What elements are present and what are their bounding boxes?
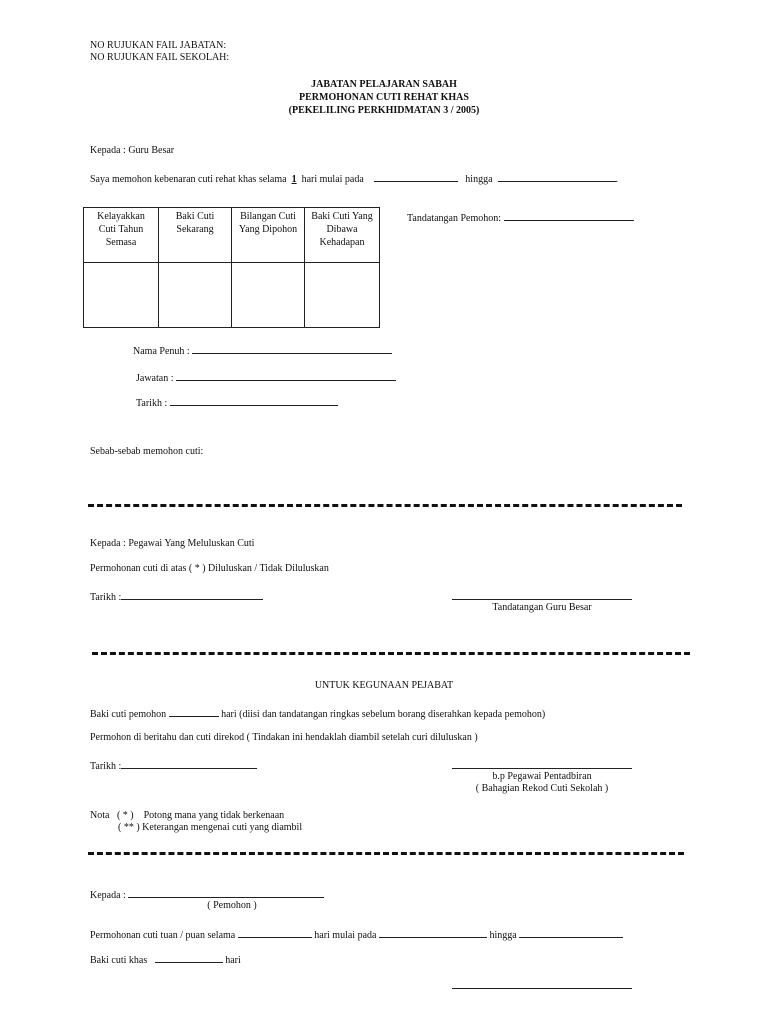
baki-pemohon-prefix: Baki cuti pemohon <box>90 709 167 720</box>
tarikh-field-1[interactable] <box>170 395 338 406</box>
table-header-row <box>84 208 380 263</box>
guru-besar-signature-field[interactable] <box>452 599 632 600</box>
pemohon-caption: ( Pemohon ) <box>207 900 257 911</box>
ref-jabatan-label: NO RUJUKAN FAIL JABATAN: <box>90 40 227 51</box>
kepada-pemohon-label: Kepada : <box>90 890 126 901</box>
tarikh-label-3: Tarikh : <box>90 761 122 772</box>
nota-label: Nota <box>90 810 110 821</box>
nota-1-text: Potong mana yang tidak berkenaan <box>143 810 285 821</box>
baki-khas-field[interactable] <box>155 952 223 963</box>
nota-2-text: Keterangan mengenai cuti yang diambil <box>142 822 303 833</box>
direkod-note: Permohon di beritahu dan cuti direkod ( Tindakan ini hendaklah diambil setelah curi diluluskan ) <box>90 732 478 743</box>
approval-status: Permohonan cuti di atas ( * ) Diluluskan / Tidak Diluluskan <box>90 563 329 574</box>
pentadbiran-sig-line-1: b.p Pegawai Pentadbiran <box>492 771 592 782</box>
baki-khas-prefix: Baki cuti khas <box>90 955 148 966</box>
baki-pemohon-field[interactable] <box>169 706 219 717</box>
kepada-guru-besar: Kepada : Guru Besar <box>90 145 175 156</box>
divider-3 <box>88 852 684 855</box>
divider-2 <box>92 652 690 655</box>
cell-bilangan-dipohon[interactable] <box>232 263 305 328</box>
title-line-1: JABATAN PELAJARAN SABAH <box>311 79 457 90</box>
title-line-2: PERMOHONAN CUTI REHAT KHAS <box>299 92 469 103</box>
request-sentence <box>90 171 618 186</box>
tarikh-row-1 <box>136 395 338 410</box>
permohonan-hingga: hingga <box>489 930 517 941</box>
tarikh-field-2[interactable] <box>121 589 263 600</box>
request-hingga: hingga <box>465 174 493 185</box>
pentadbiran-sig-line-2: ( Bahagian Rekod Cuti Sekolah ) <box>475 783 609 794</box>
nota-row-2 <box>118 822 302 834</box>
request-prefix: Saya memohon kebenaran cuti rehat khas selama <box>90 174 287 185</box>
cell-baki-dibawa[interactable] <box>305 263 380 328</box>
nama-penuh-field[interactable] <box>192 343 392 354</box>
sebab-label: Sebab-sebab memohon cuti: <box>90 446 204 457</box>
ref-sekolah-label: NO RUJUKAN FAIL SEKOLAH: <box>90 52 230 63</box>
final-signature-field[interactable] <box>452 988 632 989</box>
request-end: . <box>615 174 619 185</box>
header-bilangan-dipohon: Bilangan Cuti Yang Dipohon <box>232 208 305 263</box>
tarikh-row-2 <box>90 589 263 604</box>
baki-pemohon-suffix: hari (diisi dan tandatangan ringkas sebelum borang diserahkan kepada pemohon) <box>221 709 546 720</box>
header-kelayakkan: Kelayakkan Cuti Tahun Semasa <box>84 208 159 263</box>
request-middle: hari mulai pada <box>301 174 364 185</box>
permohonan-row <box>90 927 623 942</box>
baki-pemohon-row <box>90 706 545 721</box>
jawatan-label: Jawatan : <box>136 373 174 384</box>
request-days: 1 <box>291 174 297 185</box>
nota-2-mark: ( ** ) <box>118 822 140 833</box>
nota-row-1 <box>90 810 284 822</box>
applicant-signature-label: Tandatangan Pemohon: <box>407 213 501 224</box>
tarikh-row-3 <box>90 758 257 773</box>
jawatan-field[interactable] <box>176 370 396 381</box>
nama-penuh-row <box>133 343 392 358</box>
permohonan-start-field[interactable] <box>379 927 487 938</box>
office-use-heading: UNTUK KEGUNAAN PEJABAT <box>314 680 454 691</box>
nota-1-mark: ( * ) <box>116 810 134 821</box>
baki-khas-suffix: hari <box>225 955 241 966</box>
pentadbiran-signature-field[interactable] <box>452 768 632 769</box>
applicant-signature-row <box>407 210 634 225</box>
kepada-pegawai: Kepada : Pegawai Yang Meluluskan Cuti <box>90 538 255 549</box>
cell-baki-sekarang[interactable] <box>159 263 232 328</box>
table-row <box>84 263 380 328</box>
leave-balance-table <box>83 207 380 328</box>
permohonan-prefix: Permohonan cuti tuan / puan selama <box>90 930 236 941</box>
end-date-field[interactable] <box>498 171 616 182</box>
permohonan-middle: hari mulai pada <box>314 930 377 941</box>
kepada-pemohon-field[interactable] <box>128 887 324 898</box>
baki-khas-row <box>90 952 241 967</box>
cell-kelayakkan[interactable] <box>84 263 159 328</box>
header-baki-sekarang: Baki Cuti Sekarang <box>159 208 232 263</box>
divider-1 <box>88 504 682 507</box>
guru-besar-signature-label: Tandatangan Guru Besar <box>492 602 592 613</box>
title-line-3: (PEKELILING PERKHIDMATAN 3 / 2005) <box>288 105 480 116</box>
jawatan-row <box>136 370 396 385</box>
header-baki-dibawa: Baki Cuti Yang Dibawa Kehadapan <box>305 208 380 263</box>
permohonan-days-field[interactable] <box>238 927 312 938</box>
tarikh-field-3[interactable] <box>121 758 257 769</box>
tarikh-label-1: Tarikh : <box>136 398 168 409</box>
permohonan-end-field[interactable] <box>519 927 623 938</box>
tarikh-label-2: Tarikh : <box>90 592 122 603</box>
nama-penuh-label: Nama Penuh : <box>133 346 190 357</box>
applicant-signature-field[interactable] <box>504 210 634 221</box>
start-date-field[interactable] <box>374 171 458 182</box>
